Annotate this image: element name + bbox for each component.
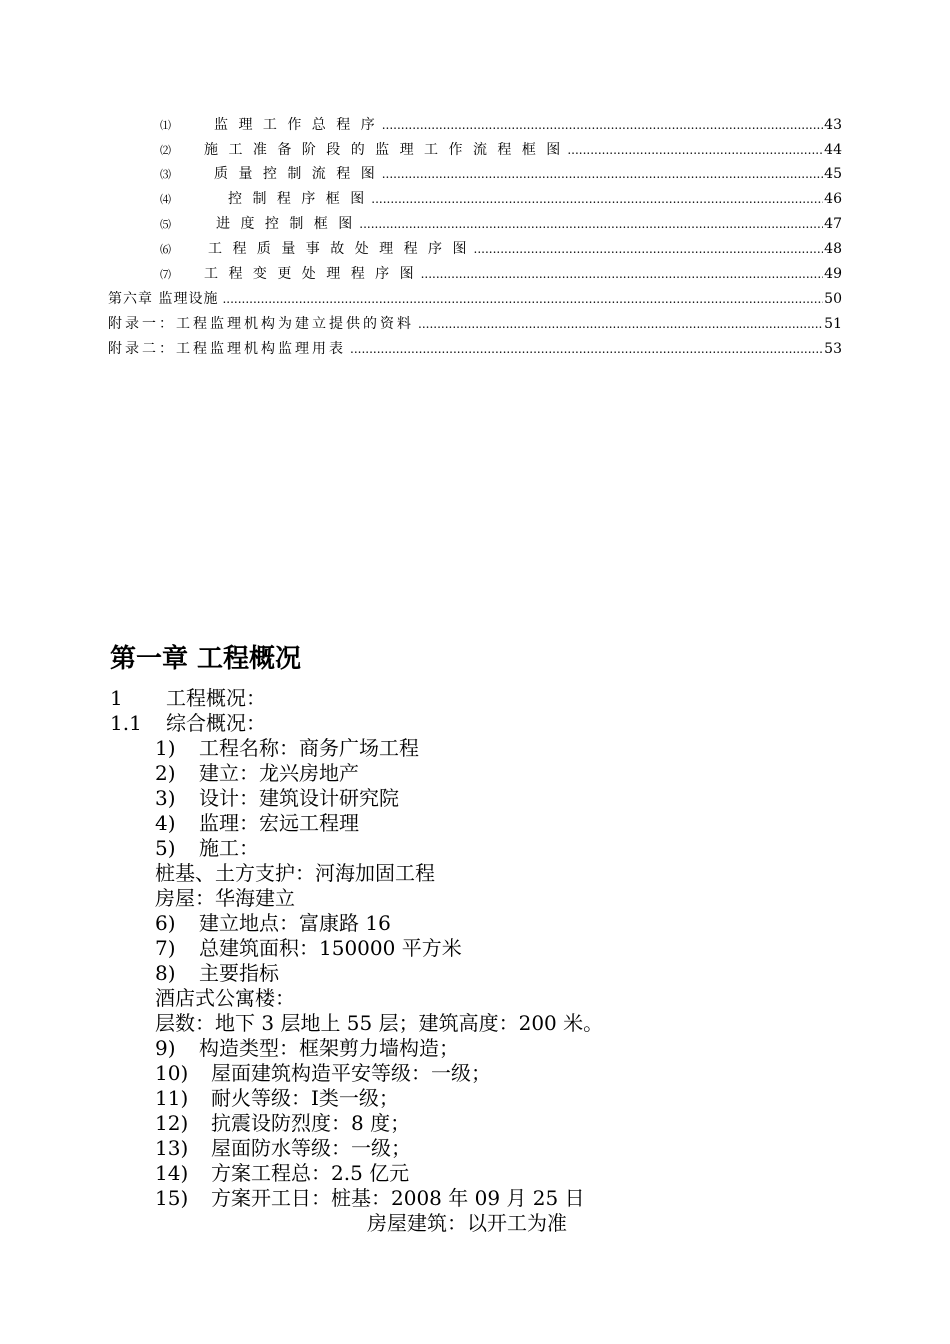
section-label: 工程概况： <box>166 686 266 710</box>
list-item <box>155 736 419 760</box>
toc-entry-title: 附录二：工程监理机构监理用表 <box>108 341 346 357</box>
item-text: 构造类型：框架剪力墙构造； <box>199 1036 459 1060</box>
toc-entry-title: 工 程 变 更 处 理 程 序 图 <box>204 266 417 282</box>
toc-entry[interactable] <box>160 265 842 283</box>
list-item <box>367 1211 567 1235</box>
item-text: 施工： <box>199 836 259 860</box>
subsection-label: 综合概况： <box>166 711 266 735</box>
item-text: 工程名称：商务广场工程 <box>199 736 419 760</box>
list-item <box>155 936 462 960</box>
toc-entry-title: 进 度 控 制 框 图 <box>216 216 356 232</box>
list-item <box>155 1111 410 1135</box>
item-text: 酒店式公寓楼： <box>155 986 295 1010</box>
item-text: 屋面防水等级：一级； <box>211 1136 411 1160</box>
list-item <box>155 1086 399 1110</box>
toc-entry-number: ⑷ <box>160 193 171 206</box>
toc-entry-page: 48 <box>824 241 842 257</box>
toc-leader <box>350 340 823 358</box>
item-number: 2) <box>155 761 176 785</box>
list-item <box>155 911 391 935</box>
section-number: 1 <box>110 686 123 710</box>
toc-entry[interactable] <box>160 141 842 159</box>
toc-entry-page: 47 <box>824 216 842 232</box>
toc-entry-number: ⑶ <box>160 168 171 181</box>
toc-leader <box>474 240 824 258</box>
item-number: 8) <box>155 961 176 985</box>
list-item <box>155 1061 491 1085</box>
toc-entry-page: 51 <box>824 316 842 332</box>
item-text: 方案开工日：桩基：2008 年 09 月 25 日 <box>211 1186 585 1210</box>
list-item <box>155 886 295 910</box>
item-number: 7) <box>155 936 176 960</box>
toc-entry-page: 49 <box>824 266 842 282</box>
toc-leader <box>382 165 823 183</box>
item-text: 耐火等级：Ⅰ类一级； <box>211 1086 399 1110</box>
toc-leader <box>418 315 823 333</box>
toc-entry[interactable] <box>160 190 842 208</box>
toc-entry-number: ⑸ <box>160 218 171 231</box>
item-text: 建立地点：富康路 16 <box>199 911 391 935</box>
item-number: 6) <box>155 911 176 935</box>
toc-entry-number: ⑴ <box>160 119 171 132</box>
item-number: 11) <box>155 1086 189 1110</box>
toc-entry[interactable] <box>108 340 842 358</box>
toc-entry-title: 附录一：工程监理机构为建立提供的资料 <box>108 316 414 332</box>
toc-leader <box>359 215 823 233</box>
list-item <box>155 861 435 885</box>
item-number: 14) <box>155 1161 189 1185</box>
item-number: 1) <box>155 736 176 760</box>
list-item <box>155 961 279 985</box>
subsection-number: 1.1 <box>110 711 142 735</box>
toc-entry[interactable] <box>160 116 842 134</box>
item-text: 建立：龙兴房地产 <box>199 761 359 785</box>
toc-entry-page: 43 <box>824 117 842 133</box>
item-text: 主要指标 <box>199 961 279 985</box>
list-item <box>155 761 359 785</box>
item-text: 总建筑面积：150000 平方米 <box>199 936 462 960</box>
toc-entry-page: 53 <box>824 341 842 357</box>
toc-leader <box>567 141 823 159</box>
toc-entry-number: ⑵ <box>160 144 171 157</box>
list-item <box>155 811 359 835</box>
item-number: 3) <box>155 786 176 810</box>
toc-entry-page: 44 <box>824 142 842 158</box>
toc-entry-page: 50 <box>824 291 842 307</box>
item-number: 10) <box>155 1061 189 1085</box>
item-text: 桩基、土方支护：河海加固工程 <box>155 861 435 885</box>
toc-entry-title: 工 程 质 量 事 故 处 理 程 序 图 <box>208 241 470 257</box>
item-text: 屋面建筑构造平安等级：一级； <box>211 1061 491 1085</box>
toc-entry-number: ⑺ <box>160 268 171 281</box>
list-item <box>155 786 399 810</box>
list-item <box>155 836 259 860</box>
item-number: 12) <box>155 1111 189 1135</box>
toc-leader <box>421 265 824 283</box>
list-item <box>155 1011 603 1035</box>
toc-entry-title: 监 理 工 作 总 程 序 <box>214 117 378 133</box>
item-text: 设计：建筑设计研究院 <box>199 786 399 810</box>
section-heading <box>110 686 266 710</box>
chapter-title: 第一章 工程概况 <box>110 644 302 674</box>
list-item <box>155 986 295 1010</box>
item-number: 13) <box>155 1136 189 1160</box>
list-item <box>155 1186 585 1210</box>
toc-entry-page: 45 <box>824 166 842 182</box>
toc-entry-title: 质 量 控 制 流 程 图 <box>214 166 378 182</box>
list-item <box>155 1036 459 1060</box>
toc-entry-title: 第六章 监理设施 <box>108 291 219 307</box>
toc-entry-title: 控 制 程 序 框 图 <box>228 191 368 207</box>
item-text: 房屋：华海建立 <box>155 886 295 910</box>
toc-leader <box>222 290 823 308</box>
item-text: 抗震设防烈度：8 度； <box>211 1111 411 1135</box>
item-text: 层数：地下 3 层地上 55 层；建筑高度：200 米。 <box>155 1011 604 1035</box>
item-number: 4) <box>155 811 176 835</box>
item-number: 5) <box>155 836 176 860</box>
list-item <box>155 1161 409 1185</box>
toc-leader <box>371 190 823 208</box>
toc-entry[interactable] <box>108 290 842 308</box>
item-text: 方案工程总：2.5 亿元 <box>211 1161 410 1185</box>
toc-leader <box>382 116 823 134</box>
subsection-heading <box>110 711 266 735</box>
toc-entry-title: 施 工 准 备 阶 段 的 监 理 工 作 流 程 框 图 <box>204 142 564 158</box>
toc-entry-page: 46 <box>824 191 842 207</box>
toc-entry[interactable] <box>160 165 842 183</box>
item-text: 监理：宏远工程理 <box>199 811 359 835</box>
list-item <box>155 1136 411 1160</box>
item-number: 15) <box>155 1186 189 1210</box>
toc-entry-number: ⑹ <box>160 243 171 256</box>
item-number: 9) <box>155 1036 176 1060</box>
toc-entry[interactable] <box>160 215 842 233</box>
item-text: 房屋建筑：以开工为准 <box>367 1211 567 1235</box>
toc-entry[interactable] <box>160 240 842 258</box>
toc-entry[interactable] <box>108 315 842 333</box>
